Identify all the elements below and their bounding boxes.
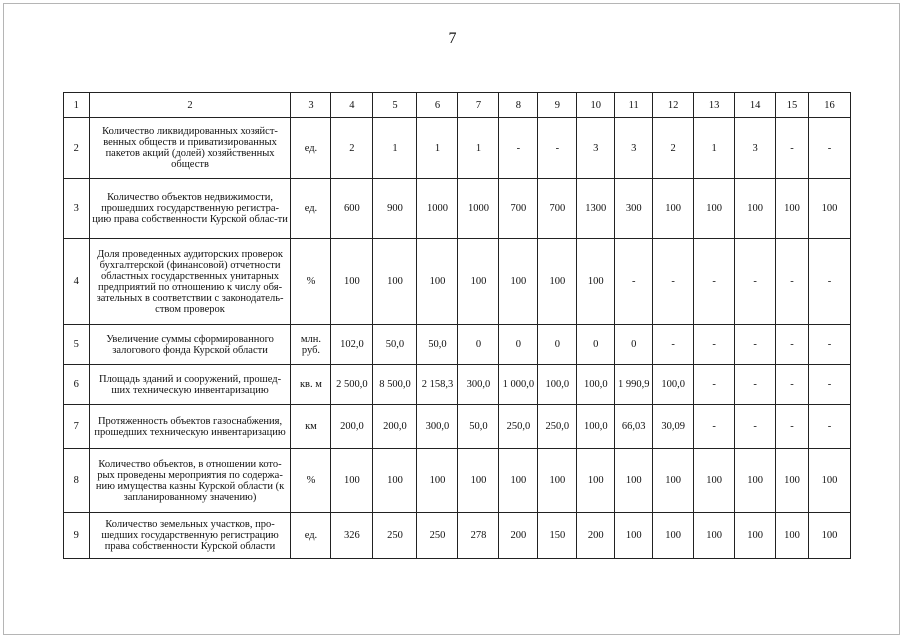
row-value: 100 [417, 239, 458, 325]
row-description: Доля проведенных аудиторских проверок бухгалтерской (финансовой) отчетности областных государственных унитарных предприятий по отношению к числу обя-зательных в соответствии с законодатель-ством проверок [89, 239, 291, 325]
row-value: 100 [615, 449, 653, 513]
row-value: 66,03 [615, 405, 653, 449]
row-value: 3 [735, 118, 776, 179]
header-cell-15: 15 [776, 93, 809, 118]
row-value: 100 [499, 239, 538, 325]
table-row [64, 325, 851, 365]
row-value: 0 [499, 325, 538, 365]
row-value: 3 [577, 118, 615, 179]
row-value: - [776, 239, 809, 325]
row-value: - [808, 365, 850, 405]
row-value: 100 [417, 449, 458, 513]
row-unit: ед. [291, 179, 331, 239]
row-value: 100 [538, 239, 577, 325]
row-value: 900 [373, 179, 417, 239]
row-value: 100 [499, 449, 538, 513]
row-number: 6 [64, 365, 90, 405]
row-unit: млн. руб. [291, 325, 331, 365]
row-value: - [653, 239, 694, 325]
row-value: 100,0 [653, 365, 694, 405]
data-table [63, 92, 851, 559]
header-cell-14: 14 [735, 93, 776, 118]
row-value: 100 [735, 449, 776, 513]
row-value: - [694, 365, 735, 405]
row-value: 278 [458, 513, 499, 559]
row-value: 100 [735, 179, 776, 239]
table-row [64, 239, 851, 325]
table-row [64, 118, 851, 179]
row-value: 100,0 [577, 405, 615, 449]
row-value: 250 [373, 513, 417, 559]
row-value: 326 [331, 513, 373, 559]
header-cell-3: 3 [291, 93, 331, 118]
row-value: 100 [615, 513, 653, 559]
row-value: 200 [499, 513, 538, 559]
row-value: 1 [417, 118, 458, 179]
row-value: 100 [458, 239, 499, 325]
row-value: 50,0 [373, 325, 417, 365]
row-value: 8 500,0 [373, 365, 417, 405]
row-value: - [776, 118, 809, 179]
header-row [64, 93, 851, 118]
row-value: 100 [653, 449, 694, 513]
header-cell-6: 6 [417, 93, 458, 118]
row-value: 30,09 [653, 405, 694, 449]
row-number: 5 [64, 325, 90, 365]
row-unit: ед. [291, 513, 331, 559]
row-value: 2 158,3 [417, 365, 458, 405]
row-value: - [808, 405, 850, 449]
row-value: - [735, 405, 776, 449]
row-value: 1 [694, 118, 735, 179]
row-value: 150 [538, 513, 577, 559]
row-description: Количество объектов недвижимости, прошедших государственную регистра-цию права собственности Курской облас-ти [89, 179, 291, 239]
row-value: 100 [776, 449, 809, 513]
header-cell-2: 2 [89, 93, 291, 118]
row-value: - [808, 325, 850, 365]
row-value: 2 500,0 [331, 365, 373, 405]
row-value: 3 [615, 118, 653, 179]
row-value: - [808, 239, 850, 325]
row-value: - [808, 118, 850, 179]
row-number: 3 [64, 179, 90, 239]
table-body [64, 93, 851, 559]
table-row [64, 365, 851, 405]
row-number: 9 [64, 513, 90, 559]
header-cell-8: 8 [499, 93, 538, 118]
row-description: Увеличение суммы сформированного залогового фонда Курской области [89, 325, 291, 365]
row-value: 50,0 [417, 325, 458, 365]
row-description: Количество ликвидированных хозяйст-венных обществ и приватизированных пакетов акций (долей) хозяйственных обществ [89, 118, 291, 179]
row-unit: кв. м [291, 365, 331, 405]
row-unit: км [291, 405, 331, 449]
row-unit: ед. [291, 118, 331, 179]
row-value: - [694, 239, 735, 325]
row-value: - [776, 325, 809, 365]
table-row [64, 405, 851, 449]
row-value: 100 [458, 449, 499, 513]
row-value: 100 [373, 239, 417, 325]
row-value: 100 [776, 513, 809, 559]
row-value: 250 [417, 513, 458, 559]
row-value: 100 [694, 179, 735, 239]
row-value: 100 [735, 513, 776, 559]
row-value: 2 [331, 118, 373, 179]
row-value: 100 [653, 179, 694, 239]
row-value: - [499, 118, 538, 179]
row-value: 300,0 [458, 365, 499, 405]
row-value: 100 [776, 179, 809, 239]
row-value: 0 [615, 325, 653, 365]
row-value: - [615, 239, 653, 325]
row-value: 100,0 [577, 365, 615, 405]
row-value: 700 [538, 179, 577, 239]
row-value: 50,0 [458, 405, 499, 449]
header-cell-16: 16 [808, 93, 850, 118]
row-value: 0 [538, 325, 577, 365]
row-value: 100 [577, 239, 615, 325]
table-row [64, 179, 851, 239]
row-unit: % [291, 239, 331, 325]
row-value: - [776, 405, 809, 449]
row-value: 2 [653, 118, 694, 179]
row-unit: % [291, 449, 331, 513]
row-value: - [735, 325, 776, 365]
row-value: - [694, 405, 735, 449]
row-description: Протяженность объектов газоснабжения, прошедших техническую инвентаризацию [89, 405, 291, 449]
row-value: 250,0 [499, 405, 538, 449]
row-value: 1300 [577, 179, 615, 239]
table-row [64, 513, 851, 559]
row-value: 100 [538, 449, 577, 513]
row-description: Количество земельных участков, про-шедших государственную регистрацию права собственности Курской области [89, 513, 291, 559]
row-number: 4 [64, 239, 90, 325]
row-value: - [735, 239, 776, 325]
row-description: Площадь зданий и сооружений, прошед-ших техническую инвентаризацию [89, 365, 291, 405]
row-value: 100 [694, 449, 735, 513]
header-cell-5: 5 [373, 93, 417, 118]
row-value: 200,0 [373, 405, 417, 449]
row-value: 100 [373, 449, 417, 513]
row-value: - [735, 365, 776, 405]
header-cell-9: 9 [538, 93, 577, 118]
row-number: 2 [64, 118, 90, 179]
row-value: 300 [615, 179, 653, 239]
header-cell-12: 12 [653, 93, 694, 118]
row-number: 8 [64, 449, 90, 513]
row-value: 100 [694, 513, 735, 559]
row-value: 0 [458, 325, 499, 365]
header-cell-7: 7 [458, 93, 499, 118]
header-cell-4: 4 [331, 93, 373, 118]
row-value: 600 [331, 179, 373, 239]
row-value: 100 [577, 449, 615, 513]
row-value: 1 [373, 118, 417, 179]
row-value: 1000 [417, 179, 458, 239]
row-value: 102,0 [331, 325, 373, 365]
row-value: - [653, 325, 694, 365]
page-number: 7 [448, 30, 457, 47]
row-value: 200 [577, 513, 615, 559]
header-cell-13: 13 [694, 93, 735, 118]
row-description: Количество объектов, в отношении кото-рых проведены мероприятия по содержа-нию имущества казны Курской области (к запланированному значению) [89, 449, 291, 513]
row-value: 100 [331, 449, 373, 513]
row-number: 7 [64, 405, 90, 449]
row-value: 1 990,9 [615, 365, 653, 405]
header-cell-11: 11 [615, 93, 653, 118]
row-value: 300,0 [417, 405, 458, 449]
row-value: 1 [458, 118, 499, 179]
row-value: 0 [577, 325, 615, 365]
row-value: 200,0 [331, 405, 373, 449]
row-value: 700 [499, 179, 538, 239]
row-value: 100,0 [538, 365, 577, 405]
row-value: - [538, 118, 577, 179]
header-cell-1: 1 [64, 93, 90, 118]
row-value: 100 [808, 513, 850, 559]
row-value: - [694, 325, 735, 365]
row-value: 1 000,0 [499, 365, 538, 405]
header-cell-10: 10 [577, 93, 615, 118]
row-value: 100 [808, 449, 850, 513]
table-row [64, 449, 851, 513]
row-value: 100 [653, 513, 694, 559]
row-value: 100 [808, 179, 850, 239]
row-value: 1000 [458, 179, 499, 239]
row-value: 100 [331, 239, 373, 325]
row-value: - [776, 365, 809, 405]
row-value: 250,0 [538, 405, 577, 449]
